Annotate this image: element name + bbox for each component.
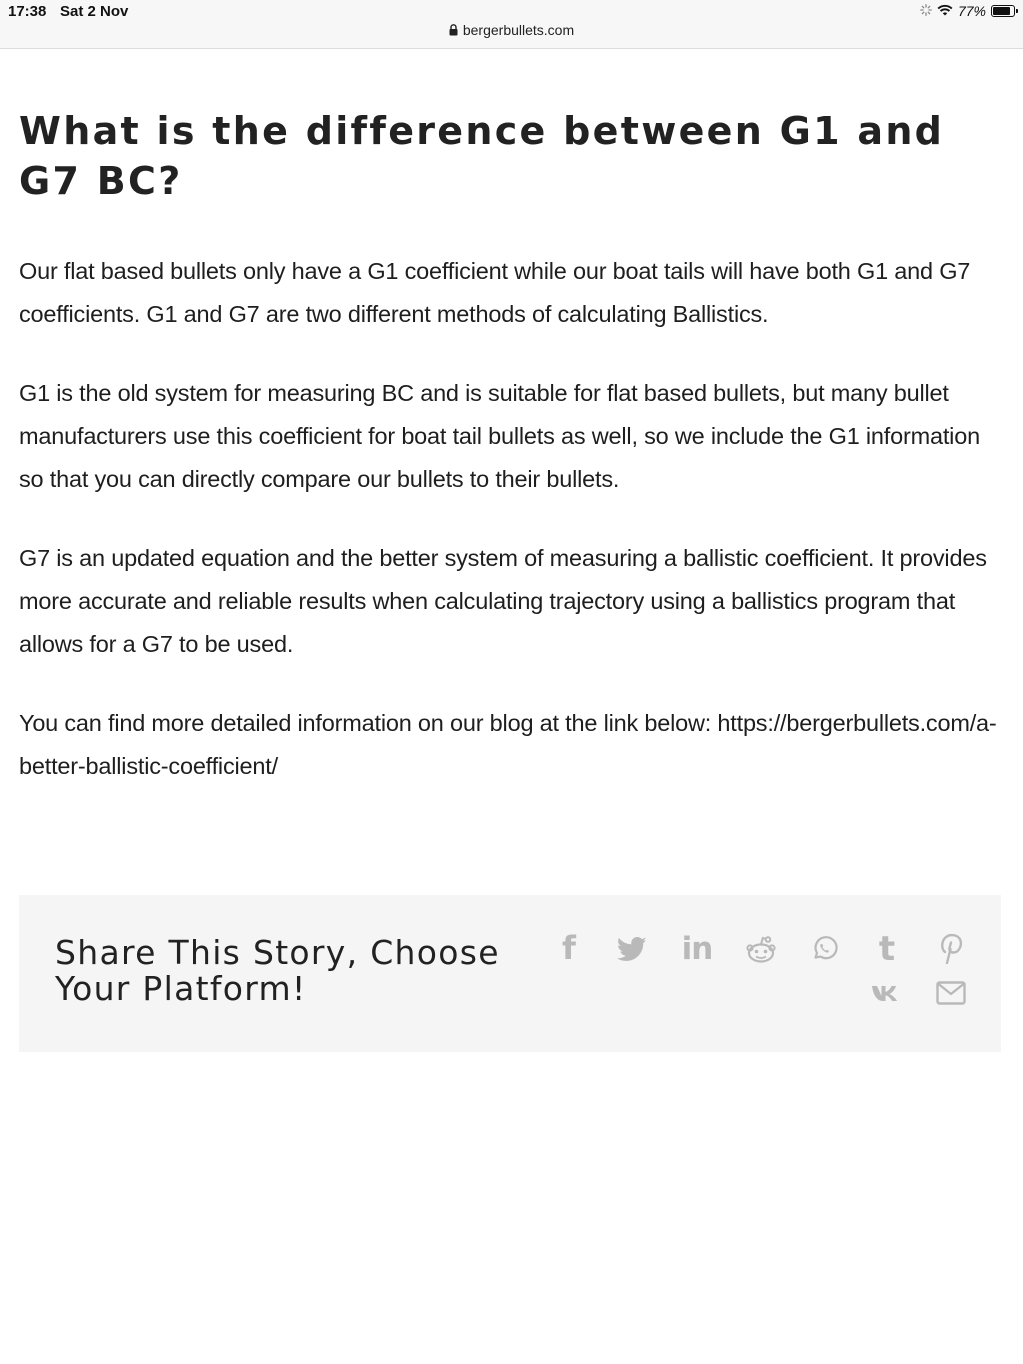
article-body [19,250,1009,824]
paragraph-blog-link: You can find more detailed information on our blog at the link below: https://bergerbullets.com/a-better-ballistic-coefficient/ [19,710,997,779]
wifi-icon [937,3,953,19]
paragraph-g1-g7-overview: Our flat based bullets only have a G1 coefficient while our boat tails will have both G1 and G7 coefficients. G1 and G7 are two different methods of calculating Ballistics. [19,258,971,327]
share-box [19,895,1001,1052]
lock-icon [449,23,458,39]
twitter-icon[interactable] [614,931,650,967]
share-title: Share This Story, Choose Your Platform! [55,933,500,1008]
address-bar[interactable] [0,22,1023,39]
page-title: What is the difference between G1 and G7 BC? [19,109,945,203]
tumblr-icon[interactable]: t [878,929,896,969]
paragraph-g1-system: G1 is the old system for measuring BC and is suitable for flat based bullets, but many bullet manufacturers use this coefficient for boat tail bullets as well, so we include the G1 information so that you can directly compare our bullets to their bullets. [19,380,980,492]
whatsapp-icon[interactable] [806,931,842,967]
status-date: Sat 2 Nov [60,3,129,20]
vk-icon[interactable] [869,975,905,1011]
battery-level-fill [993,7,1010,15]
status-time: 17:38 [8,3,47,20]
reddit-icon[interactable] [743,932,779,968]
paragraph-g7-system: G7 is an updated equation and the better system of measuring a ballistic coefficient. It provides more accurate and reliable results when calculating trajectory using a ballistics program that allows for a G7 to be used. [19,545,987,657]
email-icon[interactable] [933,975,969,1011]
battery-icon [991,5,1015,17]
url-domain[interactable]: bergerbullets.com [462,22,575,38]
pinterest-icon[interactable] [933,930,969,966]
loading-spinner-icon [920,3,932,19]
linkedin-icon[interactable]: in [681,930,713,967]
status-bar [0,0,1023,49]
status-right [920,3,1015,19]
facebook-icon[interactable]: f [562,929,576,967]
battery-percent: 77% [957,3,986,19]
